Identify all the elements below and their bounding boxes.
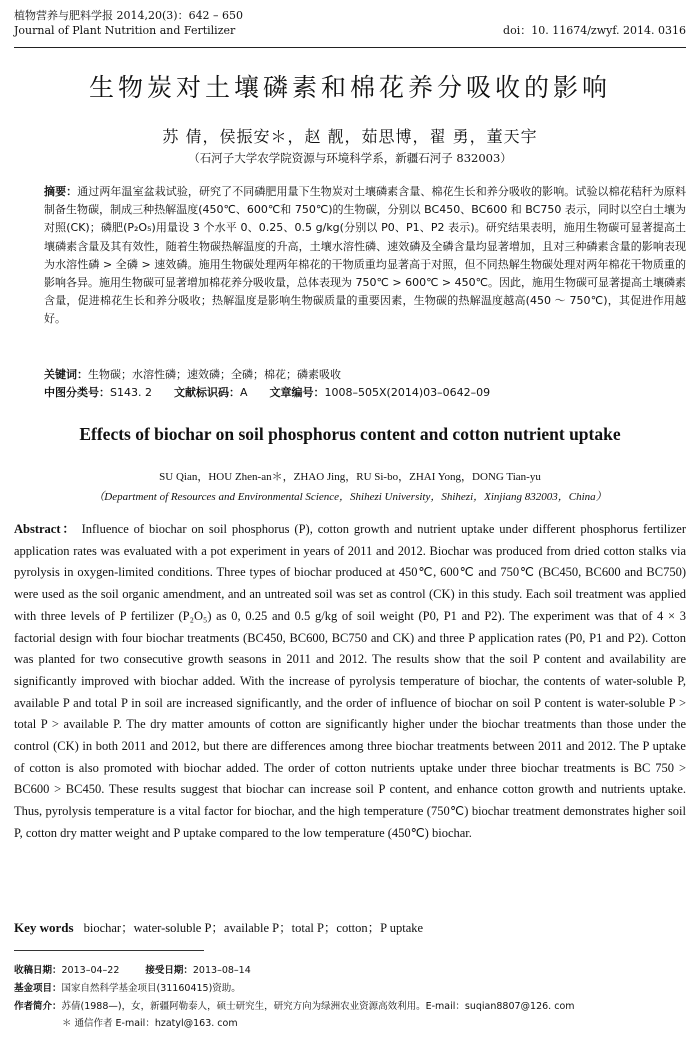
fund-value: 国家自然科学基金项目(31160415)资助。: [61, 982, 241, 994]
doc-code-value: A: [239, 386, 248, 399]
accepted-label: 接受日期：: [145, 965, 193, 976]
journal-header: [14, 8, 243, 38]
title-en: Effects of biochar on soil phosphorus content and cotton nutrient uptake: [79, 424, 621, 444]
footnote-author: [14, 998, 686, 1016]
abstract-cn: [44, 183, 686, 329]
accepted-date: 2013–08–14: [192, 965, 251, 976]
footnote-fund: [14, 980, 686, 998]
authors-cn: 苏 倩，侯振安＊，赵 靓，茹思博，翟 勇，董天宇: [162, 127, 538, 146]
fund-label: 基金项目：: [14, 982, 62, 994]
footnote-rule: [14, 950, 204, 951]
keywords-en: [14, 918, 686, 936]
received-label: 收稿日期：: [14, 965, 62, 976]
classification-cn: [44, 384, 686, 400]
clc-value: S143. 2: [110, 386, 152, 399]
article-number-label: 文章编号：: [269, 386, 325, 399]
abstract-en-text: Influence of biochar on soil phosphorus (P), cotton growth and nutrient uptake under different phosphorus fertilizer application rates was evaluated with a pot experiment in years of 2011 and 2012. Biochar was produced from dried cotton stalks via pyrolysis in oxygen-limited conditions. Three types of biochar produced at 450℃, 600℃ and 750℃ (BC450, BC600 and BC750) were used as the soil organic amendment, and an untreated soil was set as control (CK) in this study. Each soil treatment was applied with three levels of P fertilizer (P₂O₅) as 0, 0.25 and 0.5 g/kg of soil weight (P0, P1 and P2). The experiment was that of 4 × 3 factorial design with four biochar treatments (BC450, BC600, BC750 and CK) and three P application rates (P0, P1 and P2). Cotton was planted for two consecutive growth seasons in 2011 and 2012. The results show that the soil P content and availability are significantly improved with biochar added. With the increase of pyrolysis temperature of biochar, the contents of water-soluble P, available P and total P in soil are increased significantly, and the order of influence of biochar on soil P content is water-soluble P > total P > available P. The dry matter amounts of cotton are significantly higher under the biochar treatments than those under the control (CK) in both 2011 and 2012, but there are differences among three biochar treatments between 2011 and 2012. The P uptake of cotton is also promoted with biochar added. The order of cotton nutrients uptake under three biochar treatments is BC 750 > BC600 > BC450. These results suggest that biochar can increase soil P content, and enhance cotton growth and nutrients uptake. Thus, pyrolysis temperature is a vital factor for biochar, and the high temperature (750℃) biochar treatment demonstrates higher soil P, cotton dry matter weight and P uptake compared to the low temperature (450℃) biochar.: [14, 522, 687, 840]
received-date: 2013–04–22: [61, 965, 120, 976]
article-number-value: 1008–505X(2014)03–0642–09: [324, 386, 491, 399]
affiliation-en: （Department of Resources and Environmental Science，Shihezi University，Shihezi，Xinjiang 832003，China）: [93, 491, 607, 503]
keywords-cn-label: 关键词：: [44, 368, 88, 381]
author-bio-value: 苏倩(1988—)，女，新疆阿勒泰人，硕士研究生，研究方向为绿洲农业资源高效利用。E-mail：suqian8807@126. com: [61, 1000, 575, 1012]
journal-name-cn: 植物营养与肥料学报 2014,20(3)：642 – 650: [14, 9, 244, 22]
keywords-cn: [44, 366, 686, 382]
abstract-en-label: Abstract：: [14, 522, 77, 536]
author-bio-label: 作者简介：: [14, 1000, 62, 1012]
affiliation-cn: （石河子大学农学院资源与环境科学系，新疆石河子 832003）: [188, 151, 512, 165]
footnotes: [14, 962, 686, 1033]
footnote-dates: [14, 962, 686, 980]
abstract-cn-label: 摘要：: [44, 185, 78, 198]
abstract-cn-text: 通过两年温室盆栽试验，研究了不同磷肥用量下生物炭对土壤磷素含量、棉花生长和养分吸收的影响。试验以棉花秸秆为原料制备生物碳，制成三种热解温度(450℃、600℃和 750℃)的生物碳，分别以 BC450、BC600 和 BC750 表示，同时以空白土壤为对照(CK)；磷肥(P₂O₅)用量设 3 个水平 0、0.25、0.5 g/kg(分别以 P0、P1、P2 表示)。研究结果表明，施用生物碳可显著提高土壤磷素含量及其有效性，随着生物碳热解温度的升高，土壤水溶性磷、速效磷及全磷含量均显著增加，且对三种磷素含量的影响表现为水溶性磷 > 全磷 > 速效磷。施用生物碳处理两年棉花的干物质重均显著高于对照，但不同热解生物碳处理对两年棉花干物质重的影响各异。施用生物碳可显著增加棉花养分吸收量，总体表现为 750℃ > 600℃ > 450℃。因此，施用生物碳可显著提高土壤磷素含量，促进棉花生长和养分吸收；热解温度是影响生物碳质量的重要因素，生物碳的热解温度越高(450 ～ 750℃)，其促进作用越好。: [44, 185, 687, 326]
title-cn: 生物炭对土壤磷素和棉花养分吸收的影响: [88, 73, 611, 102]
abstract-en: [14, 519, 686, 845]
doc-code-label: 文献标识码：: [173, 386, 240, 399]
keywords-en-text: biochar；water-soluble P；available P；total P；cotton；P uptake: [83, 921, 424, 935]
journal-name-en: Journal of Plant Nutrition and Fertilizer: [14, 24, 236, 37]
doi[interactable]: doi：10. 11674/zwyf. 2014. 0316: [503, 24, 686, 37]
authors-en: SU Qian，HOU Zhen-an＊，ZHAO Jing，RU Si-bo，ZHAI Yong，DONG Tian-yu: [159, 471, 541, 483]
clc-label: 中图分类号：: [44, 386, 110, 399]
footnote-corresponding: ＊ 通信作者 E-mail：hzatyl@163. com: [62, 1018, 238, 1030]
keywords-cn-text: 生物碳；水溶性磷；速效磷；全磷；棉花；磷素吸收: [88, 368, 341, 381]
header-rule: [14, 47, 686, 48]
keywords-en-label: Key words: [14, 920, 74, 935]
